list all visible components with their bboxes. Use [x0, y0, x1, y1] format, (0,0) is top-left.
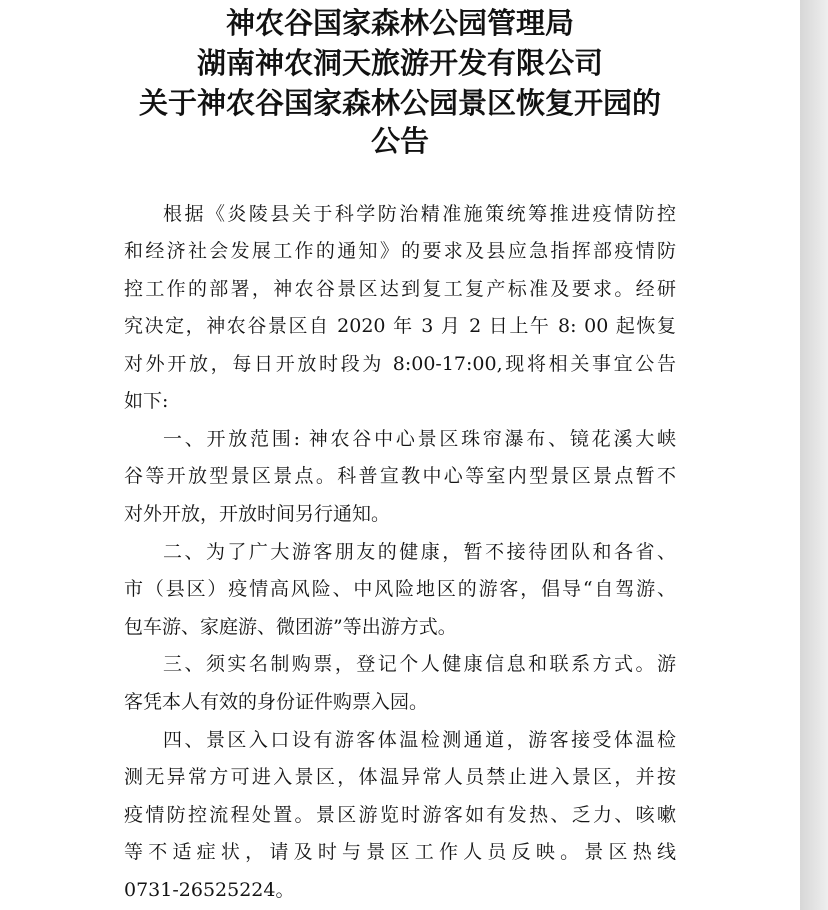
- title-line-2: 湖南神农洞天旅游开发有限公司: [196, 46, 603, 80]
- body-line: 如下:: [124, 390, 169, 412]
- body-line: 四、景区入口设有游客体温检测通道，游客接受体温检: [163, 729, 676, 751]
- title-line-1: 神农谷国家森林公园管理局: [225, 6, 574, 40]
- body-line: 一、开放范围: 神农谷中心景区珠帘瀑布、镜花溪大峡: [163, 428, 676, 450]
- body-line: 究决定，神农谷景区自 2020 年 3 月 2 日上午 8: 00 起恢复: [124, 315, 676, 337]
- body-line: 二、为了广大游客朋友的健康，暂不接待团队和各省、: [163, 541, 676, 563]
- page-edge-shadow: [800, 0, 828, 910]
- body-line: 对外开放，开放时间另行通知。: [124, 503, 391, 525]
- body-line: 对外开放，每日开放时段为 8:00-17:00,现将相关事宜公告: [124, 353, 676, 375]
- body-line: 控工作的部署，神农谷景区达到复工复产标准及要求。经研: [124, 278, 676, 300]
- body-line: 和经济社会发展工作的通知》的要求及县应急指挥部疫情防: [124, 240, 676, 262]
- body-line: 根据《炎陵县关于科学防治精准施策统筹推进疫情防控: [163, 203, 676, 225]
- body-line: 谷等开放型景区景点。科普宣教中心等室内型景区景点暂不: [124, 465, 676, 487]
- body-line: 市（县区）疫情高风险、中风险地区的游客，倡导“自驾游、: [124, 578, 676, 600]
- body-line: 疫情防控流程处置。景区游览时游客如有发热、乏力、咳嗽: [124, 804, 676, 826]
- body-line: 客凭本人有效的身份证件购票入园。: [124, 691, 429, 713]
- body-line: 测无异常方可进入景区，体温异常人员禁止进入景区，并按: [124, 766, 676, 788]
- body-line: 等不适症状，请及时与景区工作人员反映。景区热线: [124, 841, 676, 863]
- body-line: 三、须实名制购票，登记个人健康信息和联系方式。游: [163, 653, 676, 675]
- body-line: 0731-26525224。: [124, 879, 295, 901]
- title-line-4: 公告: [370, 124, 429, 158]
- body-line: 包车游、家庭游、微团游”等出游方式。: [124, 616, 457, 638]
- title-line-3: 关于神农谷国家森林公园景区恢复开园的: [138, 86, 661, 120]
